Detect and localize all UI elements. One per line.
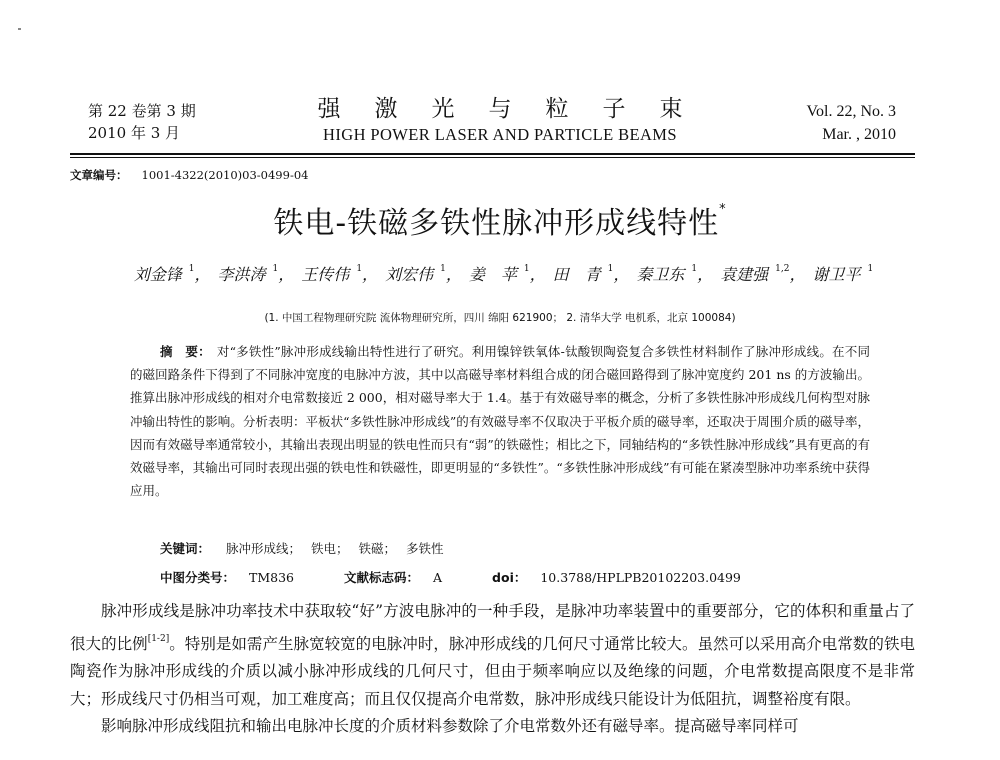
clc-label: 中图分类号： (160, 570, 236, 585)
body-paragraph (70, 598, 915, 713)
keyword-item: 多铁性 (406, 541, 444, 556)
author-affiliation-mark: 1 (691, 264, 698, 274)
clc-value: TM836 (249, 570, 295, 585)
author-name: 刘宏伟 (385, 265, 434, 284)
author-separator: ， (278, 265, 295, 284)
author-name: 姜 苹 (468, 265, 517, 284)
article-number (70, 167, 308, 183)
citation-ref: [1-2] (147, 633, 170, 644)
author-name: 秦卫东 (636, 265, 685, 284)
abstract-label: 摘 要： (160, 344, 211, 359)
author-affiliation-mark: 1 (607, 264, 614, 274)
author-name: 刘金锋 (133, 265, 182, 284)
date-en: Mar. , 2010 (822, 126, 896, 143)
author-separator: ， (697, 265, 714, 284)
author-name: 田 青 (552, 265, 601, 284)
author-affiliation-mark: 1 (272, 264, 279, 274)
classification-line (160, 568, 880, 586)
author (805, 265, 873, 284)
author (462, 265, 546, 284)
author-affiliation-mark: 1 (356, 264, 363, 274)
body-paragraph: 影响脉冲形成线阻抗和输出电脉冲长度的介质材料参数除了介电常数外还有磁导率。提高磁导率同样可 (101, 717, 799, 735)
author-name: 袁建强 (720, 265, 769, 284)
author-name: 李洪涛 (217, 265, 266, 284)
author-affiliation-mark: 1 (440, 264, 446, 274)
article-number-label: 文章编号： (70, 168, 128, 182)
author (211, 265, 295, 284)
author-list (0, 262, 1000, 285)
header-rule-thick (70, 153, 915, 155)
doi-label: doi： (492, 570, 527, 585)
author-separator: ， (445, 265, 462, 284)
article-number-value: 1001-4322(2010)03-0499-04 (141, 168, 309, 182)
header-rule-thin (70, 157, 915, 158)
author-affiliation-mark: 1 (523, 264, 530, 274)
abstract (130, 340, 870, 502)
author (127, 265, 211, 284)
author-separator: ， (789, 265, 806, 284)
doi-value: 10.3788/HPLPB20102203.0499 (540, 570, 741, 585)
abstract-text: 对“多铁性”脉冲形成线输出特性进行了研究。利用镍锌铁氧体-钛酸钡陶瓷复合多铁性材料制作了脉冲形成线。在不同的磁回路条件下得到了不同脉冲宽度的电脉冲方波，其中以高磁导率材料组合成的闭合磁回路得到了脉冲宽度约 201 ns 的方波输出。推算出脉冲形成线的相对介电常数接近 2 000，相对磁导率大于 1.4。基于有效磁导率的概念，分析了多铁性脉冲形成线几何构型对脉冲输出特性的影响。分析表明：平板状“多铁性脉冲形成线”的有效磁导率不仅取决于平板介质的磁导率，还取决于周围介质的磁导率，因而有效磁导率通常较小，其输出表现出明显的铁电性而只有“弱”的铁磁性；相比之下，同轴结构的“多铁性脉冲形成线”具有更高的有效磁导率，其输出可同时表现出强的铁电性和铁磁性，即更明显的“多铁性”。“多铁性脉冲形成线”有可能在紧凑型脉冲功率系统中获得应用。 (130, 344, 870, 499)
paper-title-text: 铁电-铁磁多铁性脉冲形成线特性 (273, 206, 720, 241)
author-name: 王传伟 (301, 265, 350, 284)
author (378, 265, 462, 284)
keyword-item: 铁电； (311, 541, 349, 556)
author (294, 265, 378, 284)
volume-cn: 第 22 卷第 3 期 (88, 102, 196, 120)
header-right (807, 100, 897, 146)
body-text (70, 598, 915, 741)
author (713, 265, 805, 284)
author (546, 265, 630, 284)
keyword-item: 脉冲形成线； (226, 541, 302, 556)
title-footnote-mark: * (719, 202, 727, 217)
keywords-label: 关键词： (160, 541, 211, 556)
affiliation: (1. 中国工程物理研究院 流体物理研究所，四川 绵阳 621900； 2. 清华大学 电机系，北京 100084) (264, 312, 736, 324)
journal-title-cn: 强激光与粒子束 (317, 96, 717, 122)
journal-title-en: HIGH POWER LASER AND PARTICLE BEAMS (323, 125, 677, 144)
scan-speck (18, 28, 21, 30)
journal-title (250, 95, 750, 147)
header-left (88, 100, 196, 144)
keyword-item: 铁磁； (358, 541, 397, 556)
author-name: 谢卫平 (812, 265, 861, 284)
author-affiliation-mark: 1 (188, 264, 195, 274)
paper-title (0, 198, 1000, 242)
author-separator: ， (362, 265, 379, 284)
author-separator: ， (529, 265, 546, 284)
doc-code-label: 文献标志码： (344, 570, 420, 585)
doc-code-value: A (433, 570, 443, 585)
author-affiliation-mark: 1 (867, 264, 874, 274)
date-cn: 2010 年 3 月 (88, 124, 181, 142)
keywords (160, 539, 450, 557)
author-affiliation-mark: 1,2 (775, 264, 790, 274)
body-text-run: 。特别是如需产生脉宽较宽的电脉冲时，脉冲形成线的几何尺寸通常比较大。虽然可以采用高介电常数的铁电陶瓷作为脉冲形成线的介质以减小脉冲形成线的几何尺寸，但由于频率响应以及绝缘的问题，介电常数提高限度不是非常大；形成线尺寸仍相当可观，加工难度高；而且仅仅提高介电常数，脉冲形成线只能设计为低阻抗，调整裕度有限。 (70, 634, 915, 708)
author (629, 265, 713, 284)
author-separator: ， (613, 265, 630, 284)
author-separator: ， (194, 265, 211, 284)
body-text-run: 脉冲形成线是脉冲功率技术中获取较“好”方波电脉冲的一种手段，是脉冲功率装置中的重要部分，它的体积和重量占了很大的比例 (70, 602, 915, 653)
volume-en: Vol. 22, No. 3 (806, 103, 896, 120)
